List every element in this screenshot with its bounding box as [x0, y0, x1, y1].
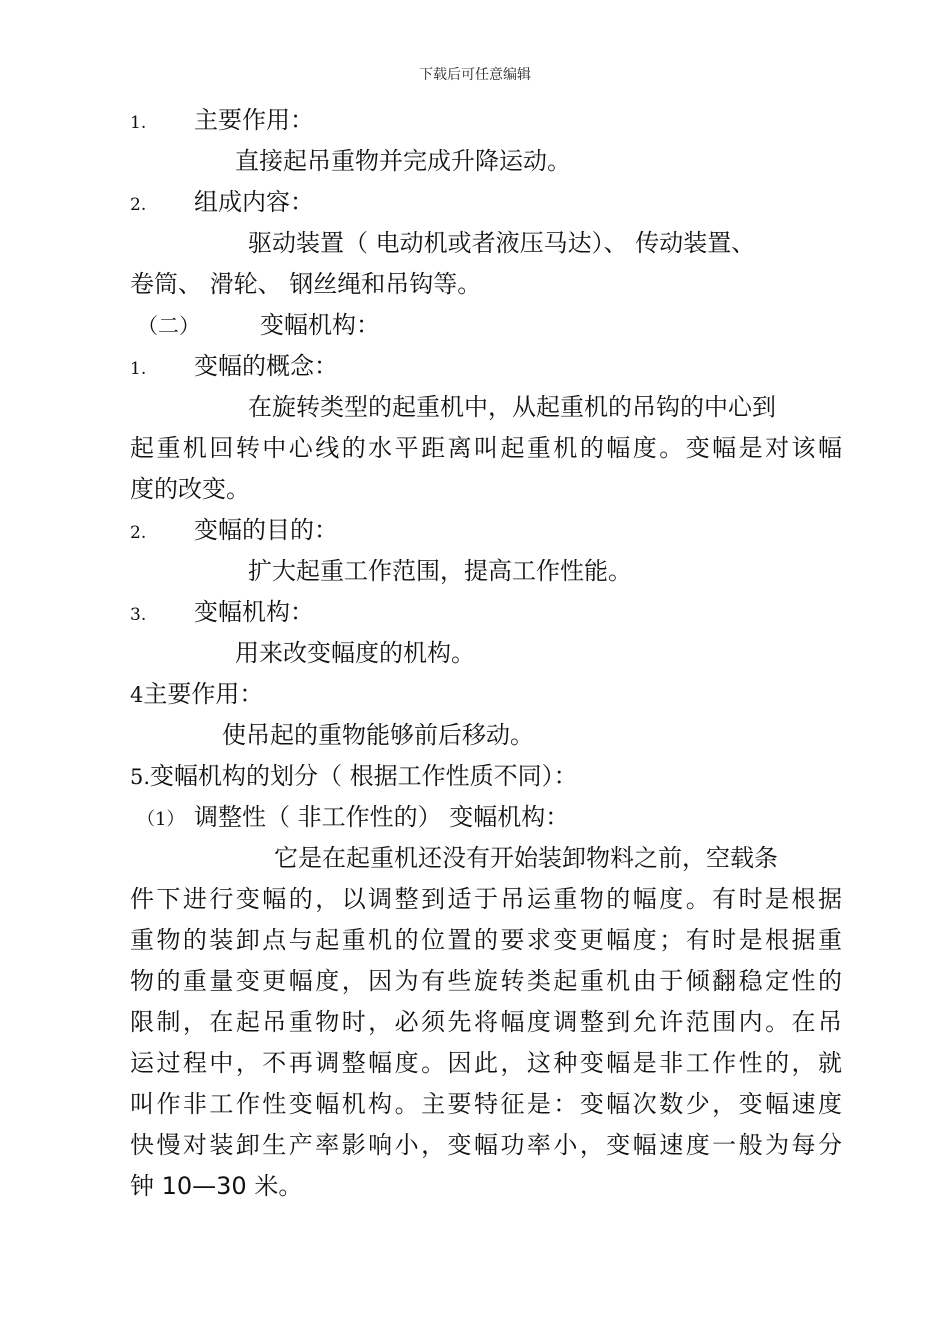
item-5-heading [130, 756, 578, 796]
subsection-label: （二） [137, 314, 200, 338]
paragraph-line: 物的重量变更幅度，因为有些旋转类起重机由于倾翻稳定性的 [130, 967, 842, 995]
paragraph-line: 限制，在起吊重物时，必须先将幅度调整到允许范围内。在吊 [130, 1008, 842, 1036]
paragraph-line: 卷筒、 滑轮、 钢丝绳和吊钩等。 [130, 270, 482, 298]
item-title: 主要作用： [194, 106, 314, 134]
paragraph: 用来改变幅度的机构。 [235, 639, 475, 667]
item-title: 变幅的目的： [194, 516, 338, 544]
paragraph: 直接起吊重物并完成升降运动。 [235, 147, 571, 175]
sub-item-label: （1） [137, 809, 185, 830]
subsection-heading [137, 305, 380, 345]
item-title: 变幅机构的划分（ 根据工作性质不同）： [150, 762, 578, 790]
sub-item-heading [137, 797, 569, 837]
paragraph-line: 在旋转类型的起重机中，从起重机的吊钩的中心到 [248, 393, 776, 421]
item-number: 1. [130, 359, 147, 379]
paragraph-line: 重物的装卸点与起重机的位置的要求变更幅度；有时是根据重 [130, 926, 842, 954]
section-2-heading [130, 182, 314, 222]
item-title: 变幅机构： [194, 598, 314, 626]
item-number: 3. [130, 605, 147, 625]
item-3-heading [130, 592, 314, 632]
item-title: 变幅的概念： [194, 352, 338, 380]
paragraph-line: 件下进行变幅的，以调整到适于吊运重物的幅度。有时是根据 [130, 885, 842, 913]
item-1-heading [130, 346, 338, 386]
item-4-heading [130, 674, 263, 714]
paragraph: 使吊起的重物能够前后移动。 [222, 721, 534, 749]
item-number: 2. [130, 195, 147, 215]
paragraph-line: 它是在起重机还没有开始装卸物料之前，空载条 [274, 844, 778, 872]
item-2-heading [130, 510, 338, 550]
paragraph-line: 度的改变。 [130, 475, 250, 503]
item-title: 组成内容： [194, 188, 314, 216]
paragraph-line: 运过程中，不再调整幅度。因此，这种变幅是非工作性的，就 [130, 1049, 842, 1077]
item-number: 2. [130, 523, 147, 543]
item-title: 主要作用： [143, 680, 264, 708]
paragraph-line: 驱动装置（ 电动机或者液压马达）、 传动装置、 [248, 229, 756, 257]
paragraph-line: 起重机回转中心线的水平距离叫起重机的幅度。变幅是对该幅 [130, 434, 842, 462]
sub-item-title: 调整性（ 非工作性的） 变幅机构： [194, 803, 570, 831]
subsection-title: 变幅机构： [260, 311, 380, 339]
item-number: 1. [130, 113, 147, 133]
page-header: 下载后可任意编辑 [419, 67, 531, 83]
paragraph: 扩大起重工作范围，提高工作性能。 [248, 557, 632, 585]
paragraph-line: 快慢对装卸生产率影响小，变幅功率小，变幅速度一般为每分 [130, 1131, 842, 1159]
paragraph-line: 钟 10—30 米。 [130, 1172, 303, 1200]
item-number: 4 [130, 683, 144, 707]
section-1-heading [130, 100, 314, 140]
paragraph-line: 叫作非工作性变幅机构。主要特征是：变幅次数少，变幅速度 [130, 1090, 842, 1118]
item-number: 5. [130, 765, 151, 789]
